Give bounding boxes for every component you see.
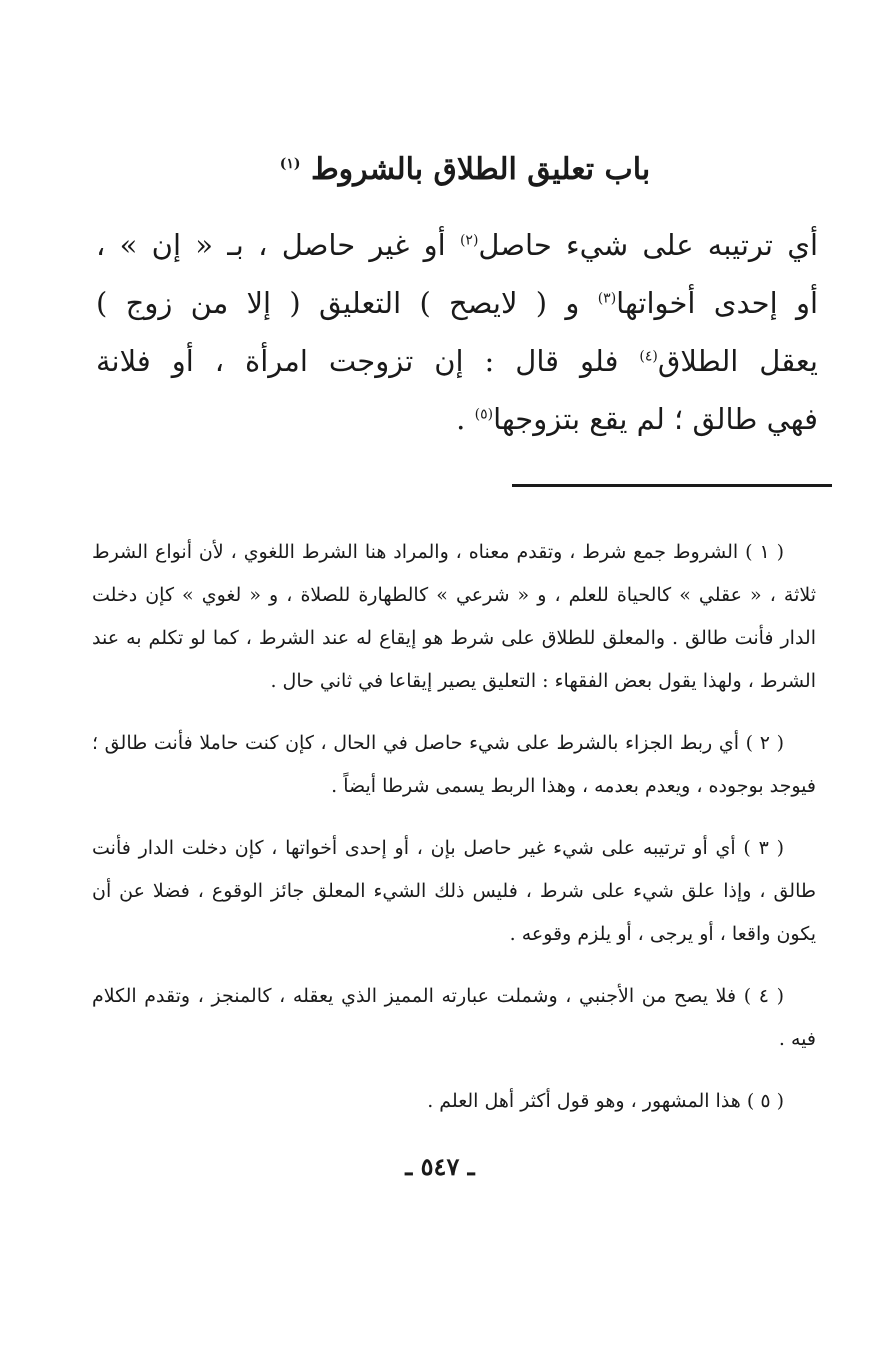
main-text-segment: أو إحدى أخواتها: [616, 286, 819, 320]
footnotes: [92, 512, 816, 1129]
main-text-segment: أو غير حاصل ، بـ « إن » ،: [96, 228, 460, 262]
footnote-separator: [512, 484, 832, 487]
main-text-segment: فهي طالق ؛ لم يقع بتزوجها: [493, 402, 818, 436]
footnote-ref-4: (٤): [639, 348, 658, 365]
main-text-line: [96, 390, 818, 448]
main-text-segment: يعقل الطلاق: [657, 344, 818, 378]
main-text-line: [96, 216, 818, 274]
main-text-segment: أي ترتيبه على شيء حاصل: [478, 228, 819, 262]
footnote-ref-2: (٢): [459, 232, 479, 249]
footnote-2: ( ٢ ) أي ربط الجزاء بالشرط على شيء حاصل في الحال ، كإن كنت حاملا فأنت طالق ؛ فيوجد بوجوده ، ويعدم بعدمه ، وهذا الربط يسمى شرطا أيضاً .: [92, 732, 816, 797]
page-number: ـ ٥٤٧ ـ: [405, 1152, 475, 1181]
main-text: [96, 216, 818, 448]
main-text-segment: فلو قال : إن تزوجت امرأة ، أو فلانة: [96, 344, 640, 378]
footnote-5: ( ٥ ) هذا المشهور ، وهو قول أكثر أهل العلم .: [427, 1090, 784, 1112]
chapter-title-text: باب تعليق الطلاق بالشروط: [310, 152, 651, 187]
main-text-segment: .: [456, 402, 475, 436]
footnote-3: ( ٣ ) أي أو ترتيبه على شيء غير حاصل بإن ، أو إحدى أخواتها ، كإن دخلت الدار فأنت طالق ، وإذا علق شيء على شرط ، فليس ذلك الشيء المعلق جائز الوقوع ، فضلا عن أن يكون واقعا ، أو يرجى ، أو يلزم وقوعه .: [92, 837, 816, 945]
footnote-ref-5: (٥): [474, 406, 494, 423]
main-text-segment: و ( لايصح ) التعليق ( إلا من زوج ): [96, 286, 598, 320]
footnote-1: ( ١ ) الشروط جمع شرط ، وتقدم معناه ، والمراد هنا الشرط اللغوي ، لأن أنواع الشرط ثلاثة ، « عقلي » كالحياة للعلم ، و « شرعي » كالطهارة للصلاة ، و « لغوي » كإن دخلت الدار فأنت طالق . والمعلق للطلاق على شرط هو إيقاع له عند الشرط ، كما لو تكلم به عند الشرط ، ولهذا يقول بعض الفقهاء : التعليق يصير إيقاعا في ثاني حال .: [92, 541, 816, 692]
main-text-line: [96, 274, 818, 332]
main-text-line: [96, 332, 818, 390]
footnote-4: ( ٤ ) فلا يصح من الأجنبي ، وشملت عبارته المميز الذي يعقله ، كالمنجز ، وتقدم الكلام فيه .: [92, 985, 816, 1050]
footnote-ref-1: (١): [279, 156, 301, 172]
footnote-ref-3: (٣): [597, 290, 617, 307]
chapter-title: [100, 148, 830, 192]
